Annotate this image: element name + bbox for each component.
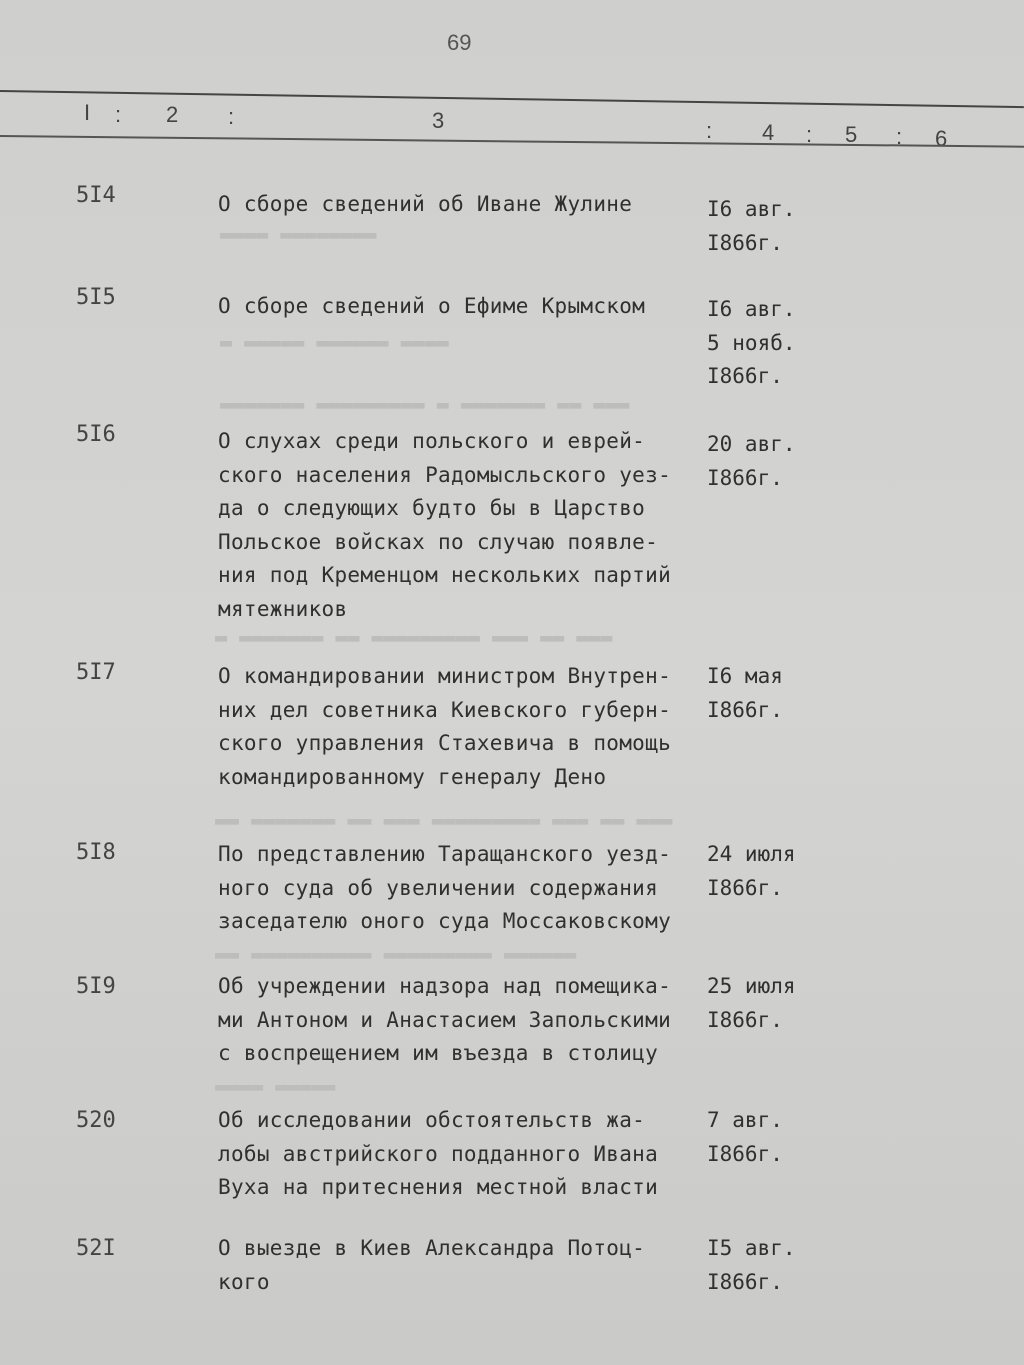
entry-number: 5I8 [76, 840, 116, 865]
show-through-mark: ▬▬▬▬ ▬▬▬▬▬▬▬▬ [220, 222, 377, 246]
entry-title: О слухах среди польского и еврей- ского населения Радомысльского уез- да о следующих будто бы в Царство Польское войсках по случаю появле- ния под Кременцом нескольких партий мятежников [218, 429, 672, 621]
header-top-rule [0, 90, 1024, 108]
entry-date: I6 авг. I866г. [707, 197, 796, 255]
header-col-2: 2 [166, 102, 179, 127]
entry-number: 5I5 [76, 285, 116, 310]
entry-number: 5I7 [76, 660, 116, 685]
header-col-5: 5 [845, 122, 858, 147]
header-bottom-rule [0, 135, 1024, 148]
entry-number: 520 [76, 1108, 116, 1133]
entry-number: 5I4 [76, 183, 116, 208]
entry-number: 52I [76, 1236, 116, 1261]
entry-date: 7 авг. I866г. [707, 1108, 783, 1166]
header-col-6: 6 [935, 126, 948, 151]
show-through-mark: ▬▬ ▬▬▬▬▬▬▬▬▬▬ ▬▬▬▬▬▬▬▬▬ ▬▬▬▬▬▬ [215, 942, 577, 966]
show-through-mark: ▬ ▬▬▬▬▬▬▬ ▬▬ ▬▬▬▬▬▬▬▬▬ ▬▬▬ ▬▬ ▬▬▬ [215, 625, 613, 649]
entry-date: 20 авг. I866г. [707, 432, 796, 490]
entry-date: 24 июля I866г. [707, 842, 796, 900]
entry-title: Об учреждении надзора над помещика- ми Антоном и Анастасием Запольскими с воспрещением им въезда в столицу [218, 974, 672, 1066]
show-through-mark: ▬▬▬▬ ▬▬▬▬▬ [215, 1074, 336, 1098]
show-through-mark: ▬ ▬▬▬▬▬ ▬▬▬▬▬▬ ▬▬▬▬ [220, 330, 449, 354]
header-separator: : [896, 124, 903, 149]
entry-date: I5 авг. I866г. [707, 1236, 796, 1294]
entry-date: I6 мая I866г. [707, 664, 783, 722]
page-number: 69 [447, 30, 472, 55]
entry-title: О сборе сведений об Иване Жулине [218, 192, 633, 216]
header-separator: : [806, 122, 813, 147]
header-separator: : [228, 104, 235, 129]
entry-title: По представлению Таращанского уезд- ного суда об увеличении содержания заседателю оного суда Моссаковскому [218, 842, 672, 934]
entry-date: 25 июля I866г. [707, 974, 796, 1032]
header-col-1: I [84, 100, 91, 125]
header-col-4: 4 [762, 120, 775, 145]
entry-number: 5I6 [76, 422, 116, 447]
entry-number: 5I9 [76, 974, 116, 999]
entry-date: I6 авг. 5 нояб. I866г. [707, 297, 796, 389]
header-separator: : [706, 118, 713, 143]
show-through-mark: ▬▬▬▬▬▬▬ ▬▬▬▬▬▬▬▬▬ ▬ ▬▬▬▬▬▬▬ ▬▬ ▬▬▬ [220, 392, 630, 416]
entry-title: Об исследовании обстоятельств жа- лобы австрийского подданного Ивана Вуха на притеснения местной власти [218, 1108, 659, 1200]
header-col-3: 3 [432, 108, 445, 133]
show-through-mark: ▬▬ ▬▬▬▬▬▬▬ ▬▬ ▬▬▬ ▬▬▬▬▬▬▬▬▬ ▬▬▬ ▬▬ ▬▬▬ [215, 808, 673, 832]
entry-title: О выезде в Киев Александра Потоц- кого [218, 1236, 646, 1294]
header-separator: : [115, 102, 122, 127]
entry-title: О сборе сведений о Ефиме Крымском [218, 294, 646, 318]
entry-title: О командировании министром Внутрен- них дел советника Киевского губерн- ского управления Стахевича в помощь командированному генералу Дено [218, 664, 672, 789]
